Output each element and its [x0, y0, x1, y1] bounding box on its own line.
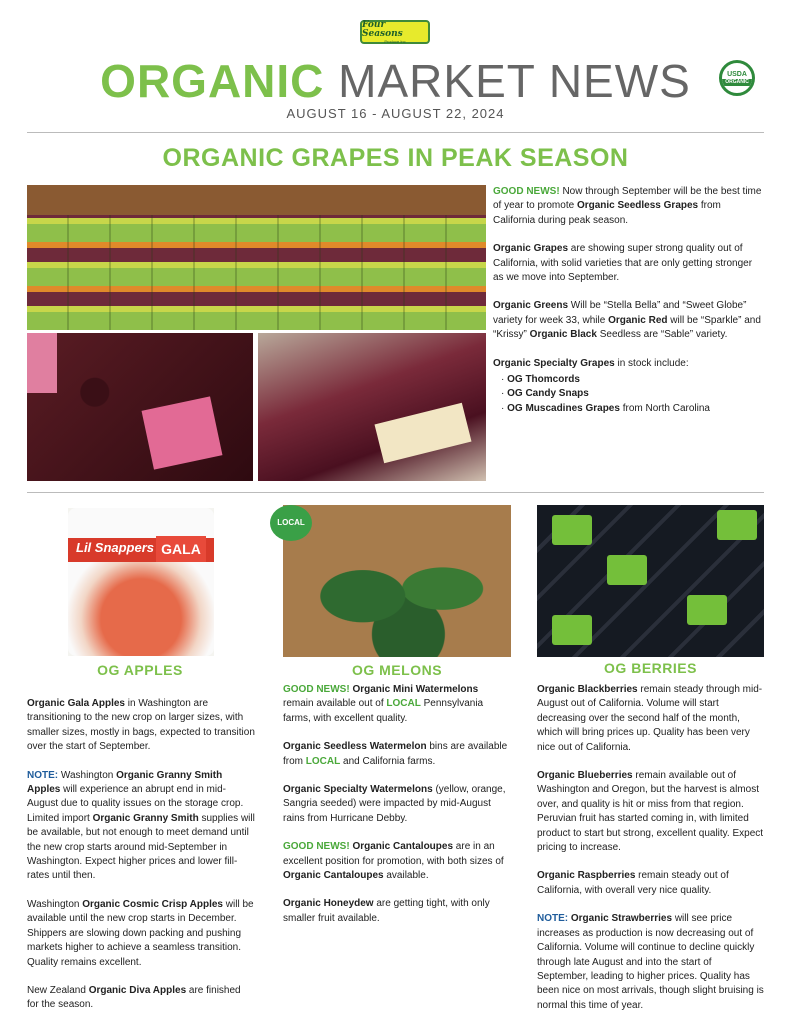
usda-text: USDA [727, 70, 747, 78]
note-label: NOTE: [537, 913, 569, 925]
text: from California during peak season. [493, 200, 721, 226]
text-bold: OG Muscadines Grapes [507, 402, 620, 414]
local-label: LOCAL [305, 755, 341, 767]
text-bold: Organic Cantaloupes [349, 841, 454, 853]
specialty-grapes-list [493, 373, 763, 416]
text: Washington [27, 898, 83, 910]
good-news-label: GOOD NEWS! [493, 186, 560, 197]
text-bold: Organic Diva Apples [88, 984, 187, 996]
apples-paragraph [27, 697, 255, 755]
apples-paragraph [27, 898, 255, 970]
text: and California farms. [340, 755, 436, 767]
melons-title: OG MELONS [351, 662, 443, 678]
gala-apples-bag-photo [68, 508, 214, 656]
text: remain available out of Washington and Oregon, but the harvest is almost over, and quality is hit or miss from that region. Peruvian fruit has started coming in, with limited product to start but strong, excellent quality. Expect pricing to increase. [537, 770, 764, 854]
text-bold: Organic Specialty Grapes [493, 357, 615, 369]
red-grapes-clamshell-photo [27, 333, 253, 481]
text: will experience an abrupt end in mid-August due to quality issues on the storage crop. Limited import [27, 784, 244, 824]
text-bold: Organic Black [529, 329, 597, 341]
text: remain steady through mid-August out of California. Volume will start decreasing over the second half of the month, which will bring prices up. Quality has been very nice out of California. [537, 684, 763, 753]
melons-paragraph [283, 840, 511, 883]
text-bold: Organic Seedless Watermelon [283, 741, 427, 753]
apples-paragraph [27, 769, 255, 884]
berries-paragraph [537, 769, 764, 855]
text: available. [383, 870, 429, 882]
masthead-organic: ORGANIC [100, 55, 325, 107]
text: (yellow, orange, Sangria seeded) were impacted by mid-August rains from Hurricane Debby. [283, 784, 506, 824]
text: bins are available from [283, 741, 508, 767]
headline: ORGANIC GRAPES IN PEAK SEASON [162, 144, 629, 172]
masthead-title [0, 55, 791, 107]
berries-paragraph [537, 683, 764, 755]
text-bold: Organic Cosmic Crisp Apples [82, 898, 223, 910]
blackberries-clamshell-photo [537, 505, 764, 657]
local-label: LOCAL [386, 698, 421, 710]
melons-text [283, 683, 511, 940]
candy-grapes-clamshell-photo [258, 333, 486, 481]
grapes-display-photo [27, 185, 486, 330]
usda-organic-seal-icon [719, 60, 755, 96]
text: are in an excellent position for promotion, with both sizes of [283, 841, 504, 867]
text-bold: Organic Raspberries [537, 870, 636, 882]
text-bold: Organic Red [608, 314, 668, 326]
text-bold: Organic Honeydew [283, 898, 374, 910]
gala-label: GALA [156, 536, 206, 562]
list-item: · OG Candy Snaps [501, 388, 589, 400]
text: Washington [58, 769, 117, 781]
melons-paragraph [283, 683, 511, 726]
text: remain available out of [283, 698, 387, 710]
text-bold: Organic Granny Smith Apples [27, 769, 223, 796]
apples-paragraph [27, 984, 255, 1013]
good-news-label: GOOD NEWS! [283, 684, 350, 695]
list-item: · OG Muscadines Grapes from North Carolina [501, 402, 710, 414]
text: are getting tight, with only smaller fruit available. [283, 898, 490, 924]
berries-title: OG BERRIES [604, 660, 697, 676]
text: Seedless are “Sable” variety. [596, 329, 728, 341]
text: in Washington are transitioning to the new crop on larger sizes, with smaller sizes, mostly in bags, expected to transition over the start of September. [27, 698, 255, 753]
text-bold: Organic Cantaloupes [283, 870, 384, 882]
text: from North Carolina [619, 402, 710, 414]
text: in stock include: [614, 357, 689, 369]
list-item: · OG Thomcords [501, 374, 580, 386]
berries-text [537, 683, 764, 1027]
good-news-label: GOOD NEWS! [283, 841, 350, 853]
apples-text [27, 697, 255, 1027]
masthead-market-news: MARKET NEWS [324, 55, 691, 107]
text: are finished for the season. [27, 984, 241, 1011]
text: Will be “Stella Bella” and “Sweet Globe” variety for week 33, while [493, 300, 747, 326]
lil-snappers-label: Lil Snappers [76, 540, 155, 555]
watermelons-bin-photo [283, 505, 511, 657]
grapes-paragraph [493, 185, 763, 228]
logo-name: Four Seasons [362, 19, 403, 39]
grapes-paragraph [493, 299, 763, 342]
grapes-text [493, 185, 763, 416]
grapes-paragraph [493, 242, 763, 285]
grapes-paragraph [493, 357, 763, 371]
text-bold: Organic Specialty Watermelons [283, 784, 433, 796]
text: New Zealand [27, 984, 89, 996]
text-bold: Organic Granny Smith [92, 812, 199, 824]
berries-paragraph [537, 869, 764, 898]
text: Now through September will be the best time of year to promote [493, 186, 762, 212]
melons-paragraph [283, 783, 511, 826]
text-bold: Organic Grapes [493, 243, 569, 255]
text: will be “Sparkle” and “Krissy” [493, 314, 761, 341]
note-label: NOTE: [27, 769, 59, 781]
text-bold: Organic Mini Watermelons [349, 684, 479, 695]
local-badge: LOCAL [270, 505, 312, 541]
melons-paragraph [283, 897, 511, 926]
text: will see price increases as production is now decreasing out of California. Volume will continue to decline quickly through late August and into the start of September, leading to higher prices. Quality has been nice on most arrivals, though slight bruising is normal this time of year. [537, 913, 764, 1011]
apples-title: OG APPLES [97, 662, 183, 678]
text-bold: Organic Greens [493, 300, 569, 312]
text-bold: OG Candy Snaps [507, 388, 589, 400]
berries-paragraph [537, 912, 764, 1013]
four-seasons-logo [360, 20, 430, 44]
logo-tagline: Produce Inc [384, 38, 406, 44]
text: will be available until the new crop starts in December. Shippers are slowing down packing and pushing markets higher to achieve a seamless transition. Quality remains excellent. [27, 898, 254, 968]
text-bold: Organic Seedless Grapes [576, 200, 699, 212]
divider-top [27, 132, 764, 133]
text-bold: OG Thomcords [507, 374, 580, 386]
text: supplies will be available, but not enough to meet demand until the new crop starts around mid-September in Washington. Expect higher prices and lower fill-rates until then. [27, 812, 255, 882]
text-bold: Organic Blackberries [537, 684, 638, 695]
date-range: AUGUST 16 - AUGUST 22, 2024 [286, 106, 505, 121]
text: Pennsylvania farms, with excellent quality. [283, 698, 484, 724]
text: are showing super strong quality out of California, with solid varieties that are only getting stronger as we move into September. [493, 243, 753, 284]
usda-band: ORGANIC [722, 79, 752, 86]
divider-middle [27, 492, 764, 493]
text-bold: Organic Gala Apples [27, 698, 125, 709]
text-bold: Organic Blueberries [537, 770, 633, 782]
melons-paragraph [283, 740, 511, 769]
text: remain steady out of California, with overall very nice quality. [537, 870, 729, 896]
text-bold: Organic Strawberries [568, 913, 673, 925]
